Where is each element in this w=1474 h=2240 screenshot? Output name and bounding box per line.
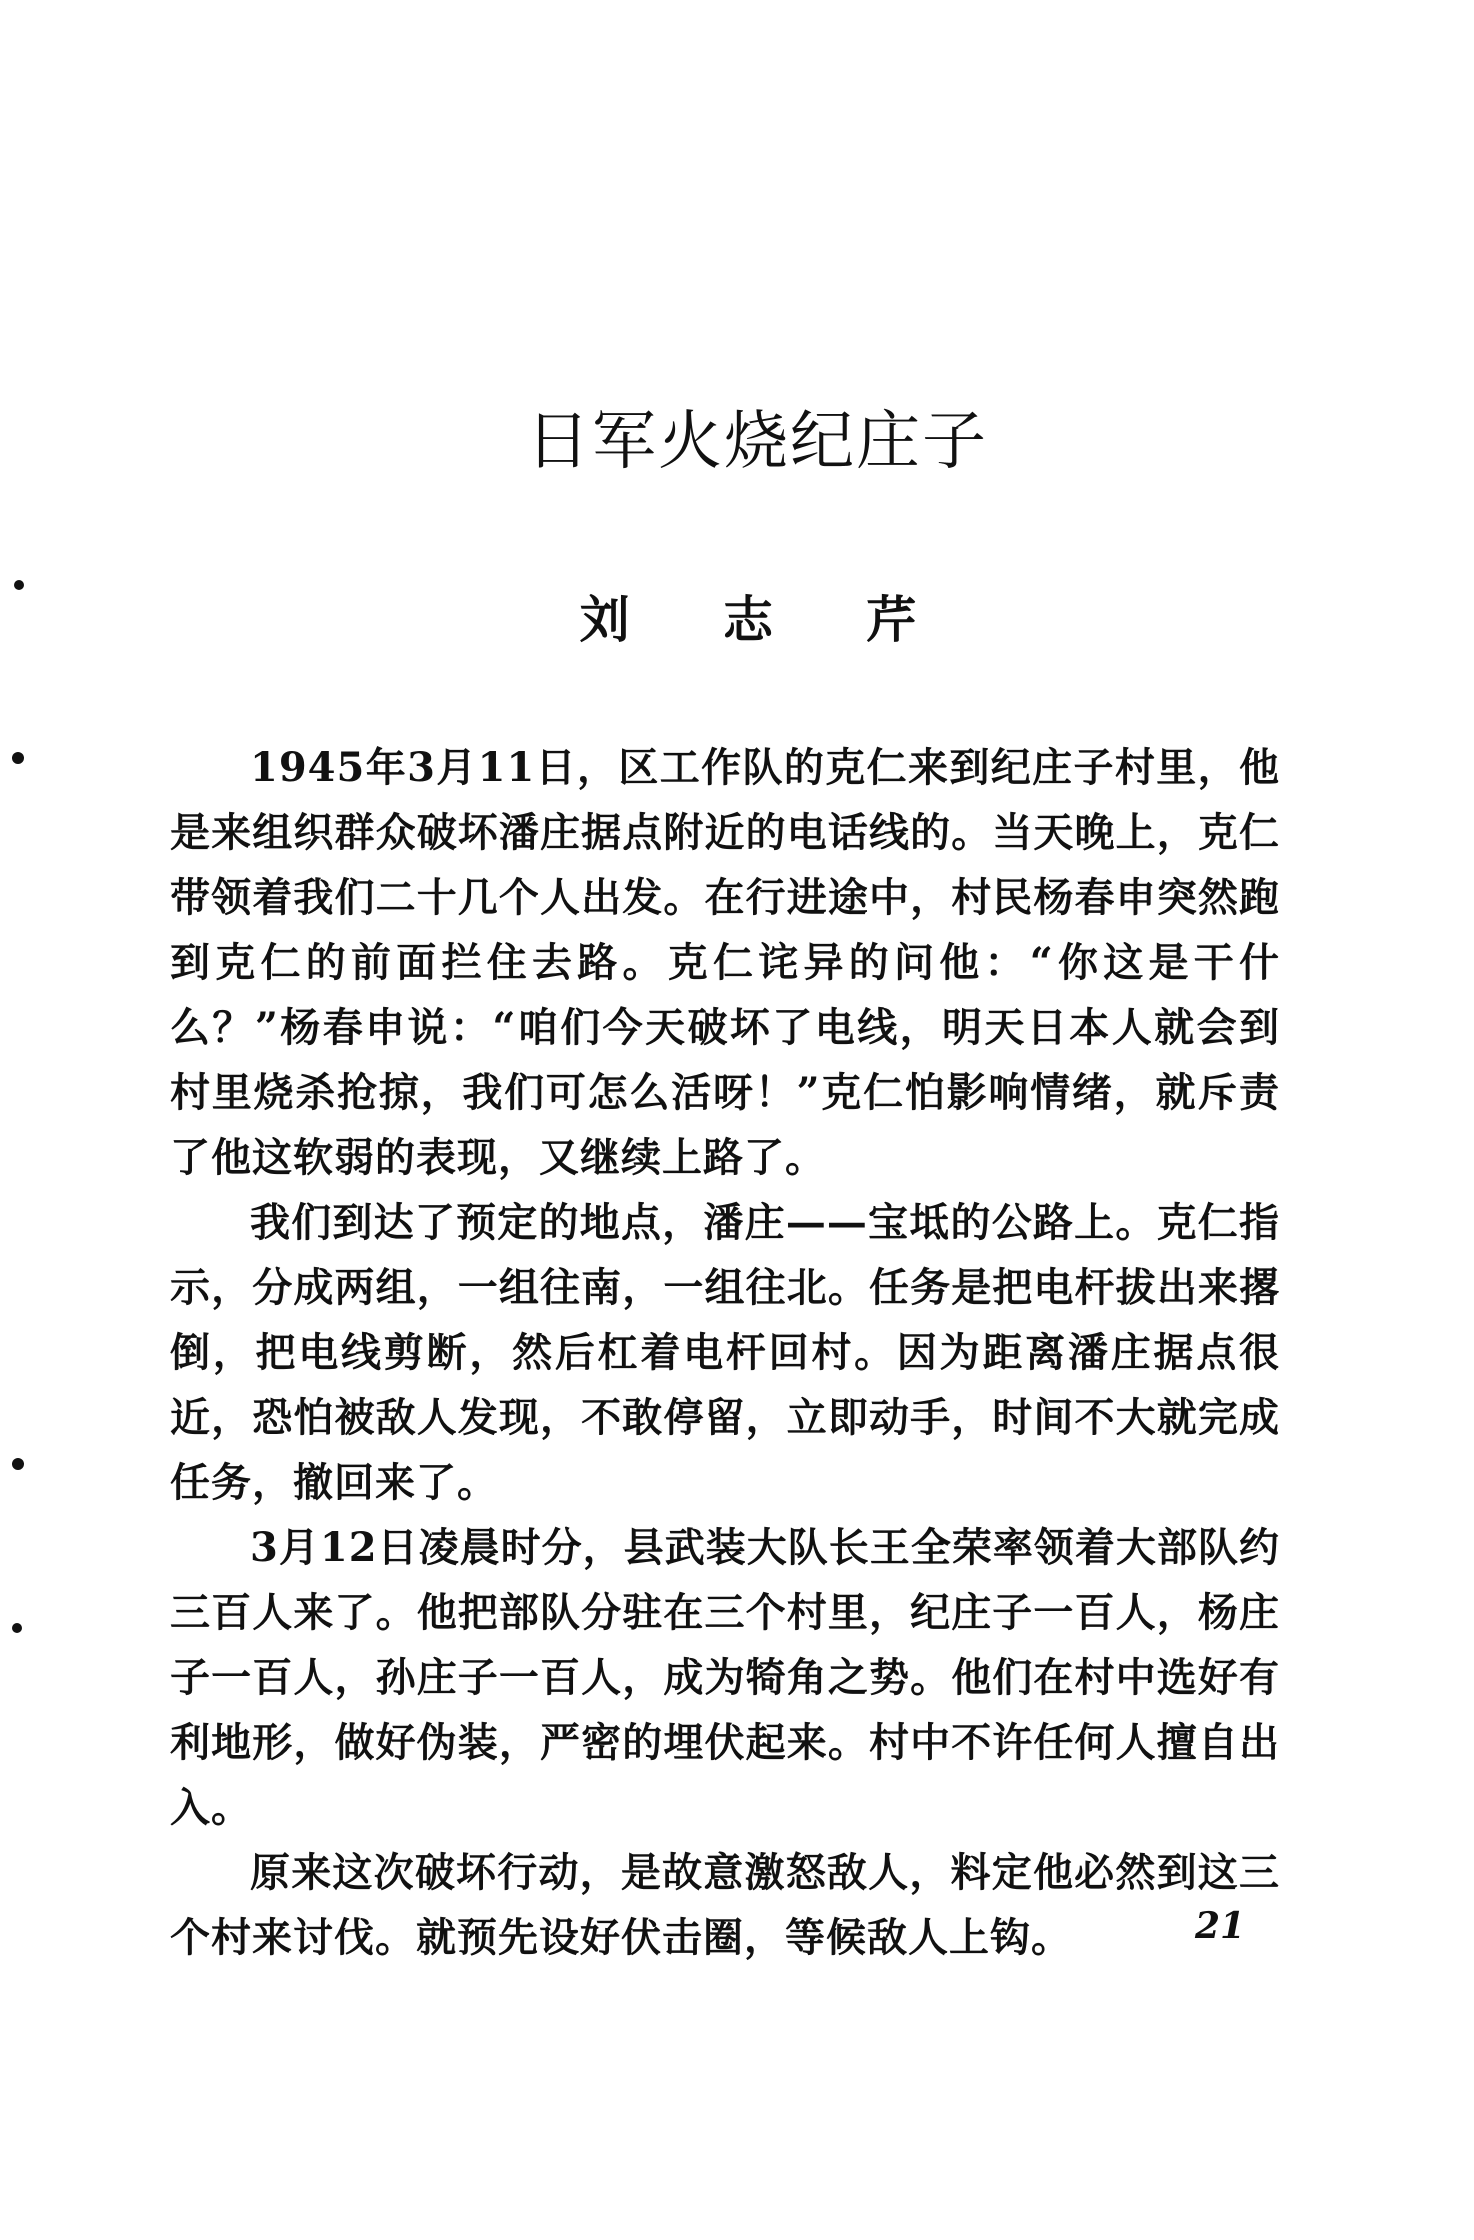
scan-speck	[14, 580, 24, 590]
scan-speck	[12, 752, 24, 764]
paragraph-2: 我们到达了预定的地点，潘庄——宝坻的公路上。克仁指示，分成两组，一组往南，一组往北。任务是把电杆拔出来撂倒，把电线剪断，然后杠着电杆回村。因为距离潘庄据点很近，恐怕被敌人发现，不敢停留，立即动手，时间不大就完成任务，撤回来了。	[170, 1199, 1280, 1506]
paragraph-4: 原来这次破坏行动，是故意激怒敌人，料定他必然到这三个村来讨伐。就预先设好伏击圈，等候敌人上钩。	[170, 1849, 1280, 1961]
scan-speck	[12, 1458, 24, 1470]
article-author: 刘 志 芹	[579, 590, 955, 649]
page-number: 21	[1195, 1905, 1246, 1947]
paragraph-3: 3月12日凌晨时分，县武装大队长王全荣率领着大部队约三百人来了。他把部队分驻在三个村里，纪庄子一百人，杨庄子一百人，孙庄子一百人，成为犄角之势。他们在村中选好有利地形，做好伪装，严密的埋伏起来。村中不许任何人擅自出入。	[170, 1524, 1280, 1831]
scan-speck	[12, 1623, 22, 1633]
article-body	[170, 735, 1280, 1970]
paragraph-1: 1945年3月11日，区工作队的克仁来到纪庄子村里，他是来组织群众破坏潘庄据点附近的电话线的。当天晚上，克仁带领着我们二十几个人出发。在行进途中，村民杨春申突然跑到克仁的前面拦住去路。克仁诧异的问他：“你这是干什么？”杨春申说：“咱们今天破坏了电线，明天日本人就会到村里烧杀抢掠，我们可怎么活呀！”克仁怕影响情绪，就斥责了他这软弱的表现，又继续上路了。	[170, 744, 1280, 1181]
article-title: 日军火烧纪庄子	[526, 405, 988, 479]
